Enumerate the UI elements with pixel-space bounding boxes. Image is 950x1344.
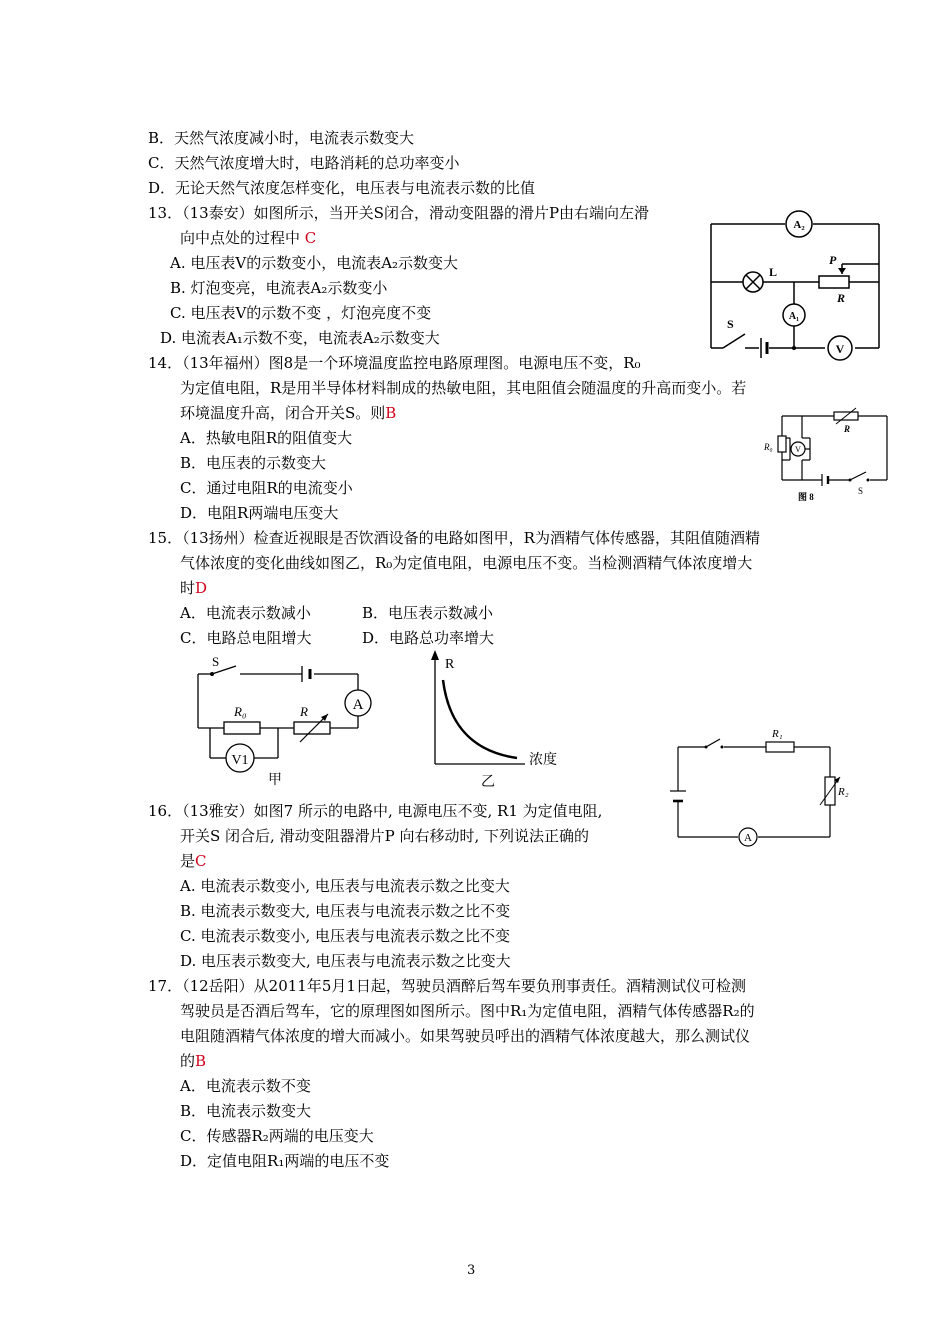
q13-option-b: B. 灯泡变亮，电流表A₂示数变小 <box>170 279 388 297</box>
q13-circuit-figure <box>705 212 885 362</box>
q14-option-d: D．电阻R两端电压变大 <box>180 504 339 522</box>
page-number: 3 <box>467 1263 476 1278</box>
q17-stem-line1: 17．（12岳阳）从2011年5月1日起，驾驶员酒醉后驾车要负刑事责任。酒精测试仪可检测 <box>148 977 746 995</box>
svg-text:S: S <box>727 317 734 331</box>
q16-option-a: A. 电流表示数变小, 电压表与电流表示数之比变大 <box>180 877 510 895</box>
svg-text:R₁: R₁ <box>772 728 783 740</box>
q17-option-c: C．传感器R₂两端的电压变大 <box>180 1127 374 1145</box>
q12-option-d: D．无论天然气浓度怎样变化，电压表与电流表示数的比值 <box>148 179 536 197</box>
svg-text:P: P <box>829 253 837 267</box>
q13-stem-line2: 向中点处的过程中 C <box>180 229 317 247</box>
q14-stem-line3: 环境温度升高，闭合开关S。则B <box>180 404 397 422</box>
q14-stem-line2: 为定值电阻，R是用半导体材料制成的热敏电阻，其电阻值会随温度的升高而变小。若 <box>180 379 747 397</box>
q16-option-c: C. 电流表示数变小, 电压表与电流表示数之比不变 <box>180 927 511 945</box>
svg-text:A: A <box>744 832 752 844</box>
q15-resistance-curve <box>443 680 517 758</box>
q15-sensor-resistor <box>294 722 330 734</box>
svg-text:R: R <box>300 704 308 719</box>
q16-stem-line1: 16．（13雅安）如图7 所示的电路中, 电源电压不变, R1 为定值电阻, <box>148 802 603 820</box>
q17-option-a: A．电流表示数不变 <box>180 1077 311 1095</box>
svg-text:R: R <box>445 657 455 672</box>
svg-text:V1: V1 <box>231 753 249 768</box>
q15-graph-figure-b <box>425 648 575 788</box>
q15-stem-line2: 气体浓度的变化曲线如图乙，R₀为定值电阻，电源电压不变。当检测酒精气体浓度增大 <box>180 554 753 572</box>
svg-text:L: L <box>769 265 778 279</box>
q12-option-c: C．天然气浓度增大时，电路消耗的总功率变小 <box>148 154 460 172</box>
svg-text:R₀: R₀ <box>234 704 247 719</box>
q17-stem-line4: 的B <box>180 1052 207 1070</box>
svg-text:A: A <box>352 697 364 713</box>
q13-stem-line1: 13．（13泰安）如图所示，当开关S闭合，滑动变阻器的滑片P由右端向左滑 <box>148 204 650 222</box>
svg-text:S: S <box>212 654 220 669</box>
q15-fixed-resistor <box>224 722 260 734</box>
q17-stem-line2: 驾驶员是否酒后驾车，它的原理图如图所示。图中R₁为定值电阻，酒精气体传感器R₂的 <box>180 1002 755 1020</box>
q15-option-d: D．电路总功率增大 <box>362 629 495 647</box>
svg-text:S: S <box>858 486 864 496</box>
q15-circuit-figure-a <box>190 652 390 792</box>
q16-circuit-figure <box>670 725 849 855</box>
q13-answer: C <box>304 229 317 247</box>
svg-text:R₂: R₂ <box>838 786 849 798</box>
q16-answer: C <box>195 852 207 870</box>
q16-stem-line2: 开关S 闭合后, 滑动变阻器滑片P 向右移动时, 下列说法正确的 <box>180 827 589 845</box>
svg-text:V: V <box>835 342 845 356</box>
q15-stem-line3: 时D <box>180 579 208 597</box>
q16-fixed-resistor <box>766 742 794 752</box>
svg-text:图 8: 图 8 <box>798 492 814 502</box>
svg-text:R: R <box>844 424 851 434</box>
q14-fixed-resistor <box>778 436 786 452</box>
svg-text:R₀: R₀ <box>764 442 773 452</box>
q14-stem-line1: 14．（13年福州）图8是一个环境温度监控电路原理图。电源电压不变，R₀ <box>148 354 641 372</box>
q17-answer: B <box>195 1052 207 1070</box>
svg-text:甲: 甲 <box>268 773 282 788</box>
svg-text:R: R <box>837 291 846 305</box>
q17-option-d: D．定值电阻R₁两端的电压不变 <box>180 1152 390 1170</box>
q12-option-b: B．天然气浓度减小时，电流表示数变大 <box>148 129 415 147</box>
q13-lamp-icon <box>743 272 763 292</box>
q16-stem-line3: 是C <box>180 852 207 870</box>
q13-option-d: D. 电流表A₁示数不变，电流表A₂示数变大 <box>160 329 440 347</box>
q13-battery-icon <box>761 338 767 358</box>
q14-option-c: C．通过电阻R的电流变小 <box>180 479 353 497</box>
q14-circuit-figure <box>762 408 892 508</box>
q15-option-c: C．电路总电阻增大 <box>180 629 312 647</box>
q15-answer: D <box>195 579 208 597</box>
q13-option-a: A. 电压表V的示数变小，电流表A₂示数变大 <box>170 254 459 272</box>
q13-slider-arrow-icon <box>838 268 846 274</box>
q15-option-b: B．电压表示数减小 <box>362 604 494 622</box>
q17-stem-line3: 电阻随酒精气体浓度的增大而减小。如果驾驶员呼出的酒精气体浓度越大，那么测试仪 <box>180 1027 751 1045</box>
q14-option-b: B．电压表的示数变大 <box>180 454 327 472</box>
svg-text:乙: 乙 <box>481 775 495 790</box>
q14-option-a: A．热敏电阻R的阻值变大 <box>180 429 353 447</box>
q17-option-b: B．电流表示数变大 <box>180 1102 312 1120</box>
q15-stem-line1: 15．（13扬州）检查近视眼是否饮酒设备的电路如图甲，R为酒精气体传感器，其阻值随酒精 <box>148 529 760 547</box>
q16-option-b: B. 电流表示数变大, 电压表与电流表示数之比不变 <box>180 902 511 920</box>
svg-text:浓度: 浓度 <box>529 753 557 768</box>
svg-text:A₁: A₁ <box>788 311 800 322</box>
q15-option-a: A．电流表示数减小 <box>180 604 311 622</box>
svg-text:V: V <box>795 445 801 454</box>
svg-text:A₂: A₂ <box>793 219 805 231</box>
q14-answer: B <box>385 404 397 422</box>
q13-option-c: C. 电压表V的示数不变 ，灯泡亮度不变 <box>170 304 432 322</box>
q13-rheostat <box>819 276 849 288</box>
q16-option-d: D. 电压表示数变大, 电压表与电流表示数之比变大 <box>180 952 511 970</box>
